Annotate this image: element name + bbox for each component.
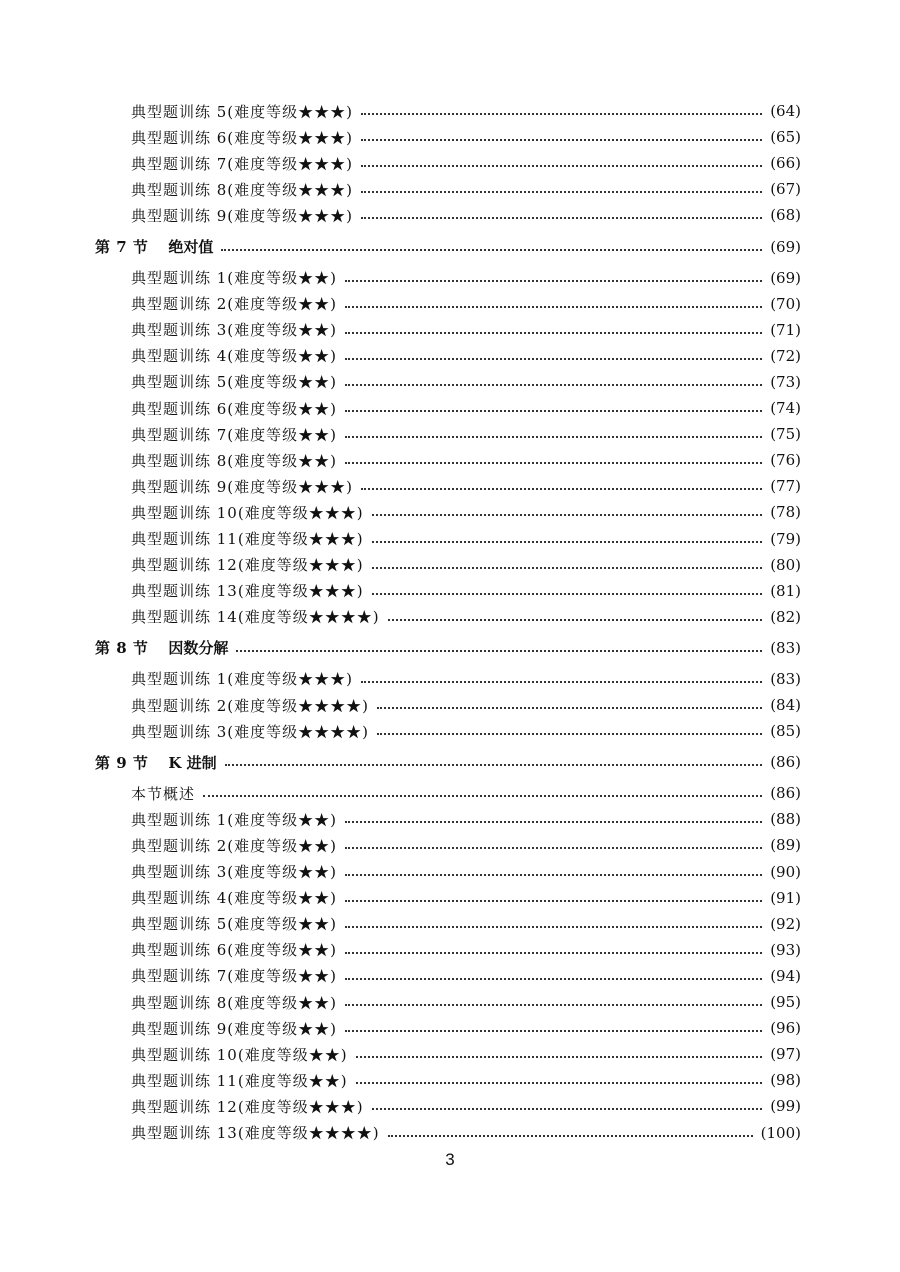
toc-page-number: (95) bbox=[770, 993, 801, 1011]
dot-leader bbox=[345, 874, 762, 876]
toc-page-number: (92) bbox=[770, 914, 801, 933]
toc-entry-row[interactable] bbox=[131, 808, 801, 830]
dot-leader bbox=[361, 488, 762, 490]
toc-entry-label: 典型题训练 7(难度等级★★) bbox=[131, 425, 338, 444]
toc-entry-row[interactable] bbox=[131, 204, 801, 226]
toc-entry-label: 典型题训练 10(难度等级★★★) bbox=[131, 503, 364, 522]
toc-section-label: 第 7 节 bbox=[95, 238, 149, 256]
toc-entry-label: 典型题训练 2(难度等级★★) bbox=[131, 295, 338, 314]
toc-entry-label: 典型题训练 3(难度等级★★) bbox=[131, 321, 338, 340]
toc-entry-label: 典型题训练 5(难度等级★★) bbox=[131, 373, 338, 392]
toc-entry-label: 典型题训练 1(难度等级★★) bbox=[131, 269, 338, 287]
dot-leader bbox=[372, 541, 763, 543]
toc-entry-label: 典型题训练 1(难度等级★★★) bbox=[131, 670, 354, 689]
toc-entry-label: 典型题训练 3(难度等级★★★★) bbox=[131, 722, 370, 741]
dot-leader bbox=[372, 1108, 763, 1110]
toc-page-number: (76) bbox=[770, 451, 801, 470]
dot-leader bbox=[345, 384, 762, 386]
dot-leader bbox=[377, 733, 762, 735]
dot-leader bbox=[225, 764, 763, 766]
dot-leader bbox=[372, 514, 763, 516]
toc-entry-label: 典型题训练 13(难度等级★★★) bbox=[131, 582, 364, 601]
toc-entry-row[interactable] bbox=[131, 694, 801, 716]
toc-entry-row[interactable] bbox=[131, 152, 801, 174]
toc-entry-row[interactable] bbox=[131, 475, 801, 497]
toc-entry-label: 典型题训练 7(难度等级★★★) bbox=[131, 154, 354, 173]
toc-entry-row[interactable] bbox=[131, 965, 801, 987]
toc-entry-row[interactable] bbox=[131, 913, 801, 935]
dot-leader bbox=[345, 462, 762, 464]
toc-page-number: (81) bbox=[770, 581, 801, 600]
toc-section-title: K 进制 bbox=[168, 753, 217, 772]
dot-leader bbox=[345, 847, 762, 849]
dot-leader bbox=[345, 952, 762, 954]
toc-entry-row[interactable] bbox=[131, 1043, 801, 1065]
dot-leader bbox=[356, 1056, 763, 1058]
toc-entry-label: 本节概述 bbox=[131, 784, 196, 803]
toc-entry-label: 典型题训练 11(难度等级★★★) bbox=[131, 530, 364, 548]
toc-page-number: (74) bbox=[770, 399, 801, 417]
toc-section-label: 第 8 节 bbox=[95, 639, 149, 658]
toc-entry-row[interactable] bbox=[131, 319, 801, 341]
toc-page-number: (99) bbox=[770, 1097, 801, 1116]
toc-page-number: (83) bbox=[770, 638, 801, 657]
toc-page-number: (82) bbox=[770, 607, 801, 626]
dot-leader bbox=[372, 593, 763, 595]
toc-entry-row[interactable] bbox=[131, 1122, 801, 1144]
toc-page-number: (78) bbox=[770, 503, 801, 522]
toc-entry-label: 典型题训练 11(难度等级★★) bbox=[131, 1071, 348, 1090]
toc-page-number: (86) bbox=[770, 753, 801, 772]
dot-leader bbox=[345, 306, 762, 308]
toc-page-number: (69) bbox=[770, 237, 801, 256]
toc-page-number: (85) bbox=[770, 722, 801, 741]
toc-page-number: (71) bbox=[770, 320, 801, 339]
dot-leader bbox=[345, 926, 762, 928]
dot-leader bbox=[345, 1004, 762, 1006]
toc-page-number: (98) bbox=[770, 1071, 801, 1090]
toc-page-number: (96) bbox=[770, 1019, 801, 1038]
toc-entry-row[interactable] bbox=[131, 606, 801, 628]
toc-page-number: (93) bbox=[770, 940, 801, 959]
toc-entry-label: 典型题训练 1(难度等级★★) bbox=[131, 810, 338, 829]
toc-entry-row[interactable] bbox=[131, 423, 801, 445]
toc-entry-label: 典型题训练 6(难度等级★★) bbox=[131, 941, 338, 960]
dot-leader bbox=[345, 1030, 762, 1032]
dot-leader bbox=[361, 113, 762, 115]
toc-page-number: (80) bbox=[770, 555, 801, 574]
toc-section-row[interactable] bbox=[95, 751, 801, 773]
toc-entry-label: 典型题训练 9(难度等级★★★) bbox=[131, 477, 354, 496]
dot-leader bbox=[361, 165, 762, 167]
toc-entry-row[interactable] bbox=[131, 720, 801, 742]
toc-entry-row[interactable] bbox=[131, 554, 801, 576]
toc-entry-label: 典型题训练 7(难度等级★★) bbox=[131, 967, 338, 986]
toc-page-number: (64) bbox=[770, 102, 801, 120]
toc-entry-row[interactable] bbox=[131, 991, 801, 1013]
toc-page-number: (84) bbox=[770, 696, 801, 714]
toc-entry-row[interactable] bbox=[131, 126, 801, 148]
toc-section-title: 因数分解 bbox=[168, 639, 229, 658]
toc-page-number: (83) bbox=[770, 669, 801, 688]
toc-page-number: (73) bbox=[770, 372, 801, 391]
dot-leader bbox=[236, 650, 762, 652]
dot-leader bbox=[361, 217, 762, 219]
toc-entry-label: 典型题训练 3(难度等级★★) bbox=[131, 863, 338, 881]
dot-leader bbox=[345, 978, 762, 980]
toc-page-number: (79) bbox=[770, 529, 801, 548]
toc-entry-label: 典型题训练 8(难度等级★★★) bbox=[131, 180, 354, 199]
toc-entry-row[interactable] bbox=[131, 178, 801, 200]
toc-entry-label: 典型题训练 2(难度等级★★★★) bbox=[131, 696, 370, 715]
toc-page-number: (86) bbox=[770, 784, 801, 803]
toc-entry-label: 典型题训练 8(难度等级★★) bbox=[131, 993, 338, 1012]
toc-entry-row[interactable] bbox=[131, 1069, 801, 1091]
dot-leader bbox=[345, 332, 762, 334]
toc-entry-label: 典型题训练 5(难度等级★★★) bbox=[131, 102, 354, 121]
toc-page-number: (97) bbox=[770, 1045, 801, 1064]
toc-entry-label: 典型题训练 6(难度等级★★) bbox=[131, 399, 338, 418]
toc-section-title: 绝对值 bbox=[168, 238, 214, 256]
dot-leader bbox=[345, 900, 762, 902]
toc-entry-row[interactable] bbox=[131, 887, 801, 909]
toc-page-number: (94) bbox=[770, 966, 801, 985]
toc-entry-label: 典型题训练 12(难度等级★★★) bbox=[131, 556, 364, 575]
toc-entry-row[interactable] bbox=[131, 668, 801, 690]
toc-section-row[interactable] bbox=[95, 236, 801, 258]
toc-entry-row[interactable] bbox=[131, 293, 801, 315]
toc-page-number: (75) bbox=[770, 425, 801, 444]
toc-entry-row[interactable] bbox=[131, 267, 801, 289]
toc-entry-row[interactable] bbox=[131, 834, 801, 856]
toc-entry-label: 典型题训练 6(难度等级★★★) bbox=[131, 128, 354, 147]
dot-leader bbox=[345, 436, 762, 438]
dot-leader bbox=[356, 1082, 763, 1084]
toc-entry-row[interactable] bbox=[131, 397, 801, 419]
dot-leader bbox=[345, 410, 762, 412]
toc-entry-label: 典型题训练 12(难度等级★★★) bbox=[131, 1097, 364, 1116]
dot-leader bbox=[345, 358, 762, 360]
toc-entry-row[interactable] bbox=[131, 1095, 801, 1117]
toc-page-number: (90) bbox=[770, 862, 801, 881]
toc-page-number: (91) bbox=[770, 888, 801, 907]
toc-entry-row[interactable] bbox=[131, 345, 801, 367]
dot-leader bbox=[345, 280, 762, 282]
toc-entry-row[interactable] bbox=[131, 939, 801, 961]
toc-entry-label: 典型题训练 10(难度等级★★) bbox=[131, 1045, 348, 1064]
toc-entry-label: 典型题训练 2(难度等级★★) bbox=[131, 836, 338, 855]
toc-entry-label: 典型题训练 5(难度等级★★) bbox=[131, 915, 338, 934]
toc-entry-row[interactable] bbox=[131, 528, 801, 550]
toc-page-number: (72) bbox=[770, 346, 801, 365]
toc-page-number: (68) bbox=[770, 206, 801, 225]
toc-entry-row[interactable] bbox=[131, 501, 801, 523]
toc-entry-row[interactable] bbox=[131, 449, 801, 471]
toc-page-number: (66) bbox=[770, 154, 801, 173]
toc-entry-label: 典型题训练 4(难度等级★★) bbox=[131, 347, 338, 366]
toc-entry-label: 典型题训练 8(难度等级★★) bbox=[131, 451, 338, 470]
toc-page-number: (88) bbox=[770, 810, 801, 829]
toc-page-number: (67) bbox=[770, 180, 801, 199]
toc-entry-row[interactable] bbox=[131, 782, 801, 804]
toc-entry-label: 典型题训练 9(难度等级★★) bbox=[131, 1019, 338, 1038]
toc-page-number: (65) bbox=[770, 128, 801, 147]
dot-leader bbox=[203, 795, 762, 797]
dot-leader bbox=[388, 1135, 753, 1137]
dot-leader bbox=[221, 249, 762, 251]
toc-page-number: (70) bbox=[770, 294, 801, 313]
dot-leader bbox=[388, 619, 763, 621]
toc-section-row[interactable] bbox=[95, 637, 801, 659]
toc-entry-label: 典型题训练 9(难度等级★★★) bbox=[131, 206, 354, 225]
page-number: 3 bbox=[445, 1150, 455, 1169]
toc-entry-label: 典型题训练 4(难度等级★★) bbox=[131, 889, 338, 908]
dot-leader bbox=[361, 139, 762, 141]
dot-leader bbox=[361, 681, 762, 683]
toc-page-number: (77) bbox=[770, 477, 801, 496]
toc-entry-label: 典型题训练 14(难度等级★★★★) bbox=[131, 608, 380, 627]
toc-entry-row[interactable] bbox=[131, 1017, 801, 1039]
dot-leader bbox=[372, 567, 763, 569]
toc-page-number: (69) bbox=[770, 268, 801, 287]
toc-entry-row[interactable] bbox=[131, 580, 801, 602]
toc-page-number: (89) bbox=[770, 836, 801, 855]
dot-leader bbox=[345, 821, 762, 823]
dot-leader bbox=[361, 191, 762, 193]
toc-entry-row[interactable] bbox=[131, 100, 801, 122]
toc-entry-label: 典型题训练 13(难度等级★★★★) bbox=[131, 1124, 380, 1142]
toc-page-number: (100) bbox=[760, 1123, 801, 1142]
toc-entry-row[interactable] bbox=[131, 861, 801, 883]
toc-entry-row[interactable] bbox=[131, 371, 801, 393]
toc-section-label: 第 9 节 bbox=[95, 753, 149, 772]
dot-leader bbox=[377, 707, 762, 709]
